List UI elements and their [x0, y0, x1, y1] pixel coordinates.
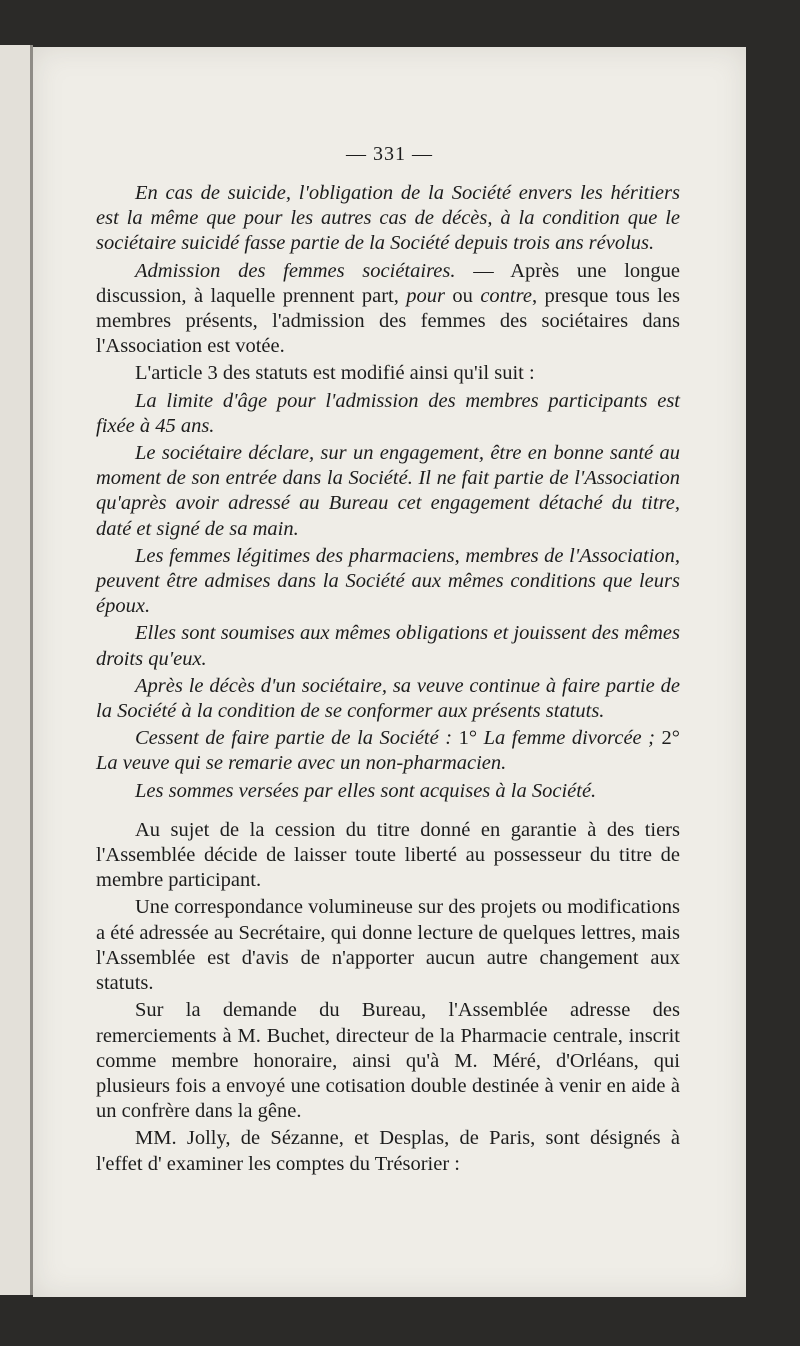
paragraph-text-part: ou	[445, 284, 481, 307]
paragraph-text-part: La veuve qui se remarie avec un non-pharmacien.	[96, 752, 507, 775]
left-page-edge	[0, 45, 33, 1295]
paragraph-italic-word: pour	[406, 284, 446, 307]
section-heading-women-admission: Admission des femmes sociétaires.	[135, 259, 456, 282]
ordinal-number: 2°	[661, 727, 680, 750]
paragraph-health-declaration: Le sociétaire déclare, sur un engagement, être en bonne santé au moment de son entrée dans la Société. Il ne fait partie de l'Association qu'après avoir adressé au Bureau cet engagement détaché du titre, daté et signé de sa main.	[96, 442, 680, 540]
page-number: — 331 —	[346, 143, 433, 165]
paragraph-italic-word: contre	[480, 284, 532, 307]
paragraph-sums-paid: Les sommes versées par elles sont acquises à la Société.	[135, 779, 597, 802]
paragraph-title-cession: Au sujet de la cession du titre donné en garantie à des tiers l'Assemblée décide de laisser toute liberté au possesseur du titre de membre participant.	[96, 818, 680, 892]
book-page	[33, 47, 746, 1297]
paragraph-suicide-clause: En cas de suicide, l'obligation de la Société envers les héritiers est la même que pour les autres cas de décès, à la condition que le sociétaire suicidé fasse partie de la Société depuis trois ans révolus.	[96, 182, 680, 255]
paragraph-text-part: La femme divorcée ;	[477, 727, 662, 750]
paragraph-auditors: MM. Jolly, de Sézanne, et Desplas, de Paris, sont désignés à l'effet d' examiner les comptes du Trésorier :	[96, 1127, 680, 1175]
paragraph-obligations: Elles sont soumises aux mêmes obligations et jouissent des mêmes droits qu'eux.	[96, 622, 680, 670]
paragraph-correspondence: Une correspondance volumineuse sur des projets ou modifications a été adressée au Secrétaire, qui donne lecture de quelques lettres, mais l'Assemblée est d'avis de n'apporter aucun autre changement aux statuts.	[96, 896, 680, 995]
paragraph-article-3-intro: L'article 3 des statuts est modifié ainsi qu'il suit :	[135, 362, 535, 385]
paragraph-women-admission	[96, 259, 680, 360]
paragraph-cessation	[96, 726, 680, 776]
paragraph-age-limit: La limite d'âge pour l'admission des membres participants est fixée à 45 ans.	[96, 389, 680, 437]
page-body	[96, 181, 680, 1179]
paragraph-text-part: , presque tous les membres présents, l'admission des femmes des sociétaires dans l'Association est votée.	[96, 284, 680, 358]
paragraph-text-part: — Après une longue discussion, à laquelle prennent part,	[96, 259, 680, 307]
paragraph-thanks: Sur la demande du Bureau, l'Assemblée adresse des remerciements à M. Buchet, directeur de la Pharmacie centrale, inscrit comme membre honoraire, ainsi qu'à M. Méré, d'Orléans, qui plusieurs fois a envoyé une cotisation double destinée à venir en aide à un confrère dans la gêne.	[96, 999, 680, 1123]
paragraph-text-part: Cessent de faire partie de la Société :	[135, 727, 459, 750]
paragraph-widow: Après le décès d'un sociétaire, sa veuve continue à faire partie de la Société à la condition de se conformer aux présents statuts.	[96, 674, 680, 723]
ordinal-number: 1°	[458, 727, 478, 750]
paragraph-wives-admission: Les femmes légitimes des pharmaciens, membres de l'Association, peuvent être admises dans la Société aux mêmes conditions que leurs époux.	[96, 544, 680, 618]
